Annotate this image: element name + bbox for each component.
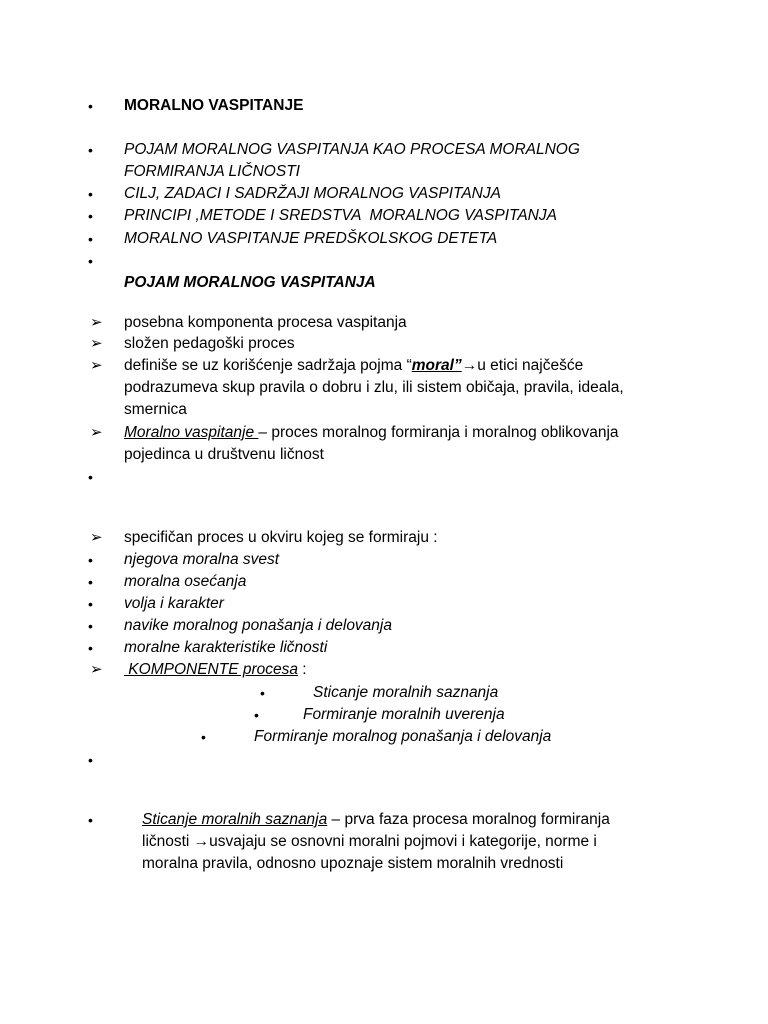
last-paragraph (142, 809, 642, 875)
list-item-text: njegova moralna svest (124, 551, 280, 568)
document-title: MORALNO VASPITANJE (124, 97, 304, 114)
bullet-marker: • (88, 640, 93, 656)
arrow-marker: ➢ (90, 314, 103, 331)
last-term: Sticanje moralnih saznanja (142, 811, 328, 828)
definition-body: – proces moralnog formiranja i moralnog oblikovanja pojedinca u društvenu ličnost (124, 424, 619, 463)
list-item-text: navike moralnog ponašanja i delovanja (124, 617, 392, 634)
outline-text: POJAM MORALNOG VASPITANJA KAO PROCESA MORALNOG FORMIRANJA LIČNOSTI (124, 141, 580, 180)
arrow-marker: ➢ (90, 661, 103, 678)
arrow-text: složen pedagoški proces (124, 335, 295, 352)
bullet-marker: • (88, 574, 93, 590)
last-body: – prva faza procesa moralnog formiranja ličnosti →usvajaju se osnovni moralni pojmovi i kategorije, norme i moralna pravila, odnosno upoznaje sistem moralnih vrednosti (142, 811, 610, 872)
arrow-marker: ➢ (90, 424, 103, 441)
arrow-marker: ➢ (90, 335, 103, 352)
outline-text: PRINCIPI ,METODE I SREDSTVA MORALNOG VASPITANJA (124, 207, 557, 224)
bullet-marker: • (88, 208, 93, 224)
bullet-marker: • (88, 596, 93, 612)
outline-text: CILJ, ZADACI I SADRŽAJI MORALNOG VASPITANJA (124, 185, 501, 202)
bullet-marker: • (88, 98, 93, 114)
component-text: Formiranje moralnih uverenja (303, 706, 505, 723)
list-item-text: moralna osećanja (124, 573, 247, 590)
outline-text: MORALNO VASPITANJE PREDŠKOLSKOG DETETA (124, 230, 498, 247)
bullet-marker: • (88, 469, 93, 485)
bullet-marker: • (260, 685, 265, 701)
definition-text (124, 422, 624, 466)
process-intro: specifičan proces u okviru kojeg se formiraju : (124, 529, 438, 546)
components-label-row (124, 659, 684, 681)
list-item-text: moralne karakteristike ličnosti (124, 639, 328, 656)
bullet-marker: • (88, 812, 93, 828)
components-label: KOMPONENTE procesa (124, 661, 298, 678)
definition-intro: definiše se uz korišćenje sadržaja pojma “ (124, 357, 412, 374)
section-heading: POJAM MORALNOG VASPITANJA (124, 274, 376, 291)
bullet-marker: • (201, 729, 206, 745)
bullet-marker: • (88, 253, 93, 269)
bullet-marker: • (88, 186, 93, 202)
arrow-marker: ➢ (90, 529, 103, 546)
bullet-marker: • (88, 618, 93, 634)
bullet-marker: • (88, 142, 93, 158)
moralno-vaspitanje-term: Moralno vaspitanje (124, 424, 259, 441)
bullet-marker: • (88, 752, 93, 768)
bullet-marker: • (88, 231, 93, 247)
definition-text (124, 355, 644, 421)
definition-body: →u etici najčešće podrazumeva skup pravila o dobru i zlu, ili sistem običaja, pravila, ideala, smernica (124, 357, 624, 418)
arrow-text: posebna komponenta procesa vaspitanja (124, 314, 407, 331)
components-colon: : (298, 661, 307, 678)
arrow-marker: ➢ (90, 357, 103, 374)
bullet-marker: • (88, 552, 93, 568)
component-text: Sticanje moralnih saznanja (313, 684, 499, 701)
list-item-text: volja i karakter (124, 595, 224, 612)
moral-term: moral” (411, 357, 462, 374)
component-text: Formiranje moralnog ponašanja i delovanja (254, 728, 552, 745)
bullet-marker: • (254, 707, 259, 723)
